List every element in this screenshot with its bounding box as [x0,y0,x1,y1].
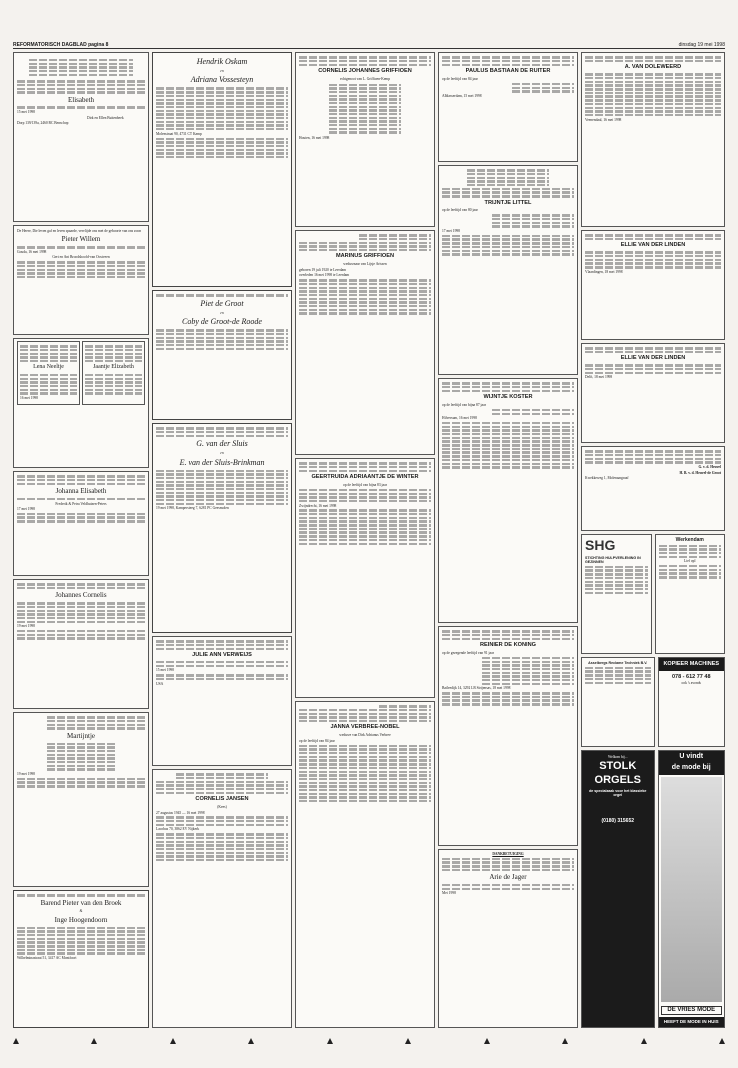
age: op de leeftijd van 80 jaar [442,208,478,213]
groom: Barend Pieter van den Broek [40,898,122,907]
name-1: Piet de Groot [200,298,244,308]
name: JULIE ANN VERWEIJS [192,652,252,659]
birth-ad-pieter-willem [13,225,149,335]
name: ELLIE VAN DER LINDEN [620,242,686,249]
death-ad-paulus [438,52,578,162]
address: Molenstraat 90, 4731 CT Kamp [156,131,202,136]
name: TRIJNTJE LITTEL [484,199,532,206]
ad-row-1 [581,534,725,654]
title: DANKBETUIGING [492,852,524,856]
place: USA [156,681,164,686]
mark [562,1038,568,1044]
phone: 078 - 612 77 48 [671,673,711,680]
name: ELLIE VAN DER LINDEN [620,355,686,362]
name: WIJNTJE KOSTER [483,394,533,401]
ad-row-2 [581,657,725,747]
model-photo [661,777,723,1002]
death-ad-reinier [438,626,578,846]
birth-date: 27 augustus 1945 [156,810,182,815]
registration-marks [13,1038,725,1044]
place: Gouda, 16 mei 1998 [17,249,47,254]
date: Mei 1998 [442,891,456,896]
name: CORNELIS JOHANNES GRIFFIOEN [318,68,412,75]
werkendam-ad [655,534,726,654]
name: Arie de Jager [489,873,527,882]
devries-ad [658,750,726,1028]
name: PAULUS BASTIAAN DE RUITER [465,68,551,75]
date: 19 mei 1998 [17,772,35,776]
mark [719,1038,725,1044]
date: 15 mei 1998 [17,110,35,115]
mark [405,1038,411,1044]
en: en [220,310,224,315]
born: geboren 19 juli 1920 te Leerdam [299,267,347,272]
date: 17 mei 1998 [17,506,35,511]
birth-ad-elisabeth [13,52,149,222]
birth-ad-twins [13,338,149,468]
phone: (0180) 315652 [601,817,635,824]
shg-ad [581,534,652,654]
death-ad-janna [295,701,435,1028]
mark [248,1038,254,1044]
nickname: (Kees) [217,805,227,810]
mark [13,1038,19,1044]
name-2: H. B. v. d. Heuvel-de Groot [679,470,721,475]
thanks-ad-heuvel [581,446,725,531]
subtitle: de specialzaak voor het klassieke orgel [589,788,647,798]
title: KOPIEER MACHINES [659,658,725,671]
mark [91,1038,97,1044]
subtitle: echtgenoot van L. Griffioen-Kemp [339,77,391,82]
death-ad-julie [152,636,292,766]
family: Dirk en Ellen Buitenbeek [87,115,124,120]
date: 15 mei 1998 [156,668,174,673]
address: Dorp 139/139a, 2460 BC Benschop [17,121,69,125]
en: en [220,451,224,456]
name-2: Jaantje Elizabeth [93,364,134,371]
ad-row-3 [581,750,725,1028]
name: Pieter Willem [61,235,101,244]
name-1: G. van der Sluis [196,439,248,449]
title: Asselbergs Reclame Techniek B.V. [588,661,648,665]
page-header [13,42,725,49]
anniversary-ad-van-der-sluis [152,423,292,633]
age: op de gezegende leeftijd van 91 jaar [442,651,494,656]
death-ad-ellie-2 [581,343,725,443]
birth-ad-johannes [13,579,149,709]
address: 19 mei 1998, Kampersteeg 7, 6281 PC Geesmolen [156,506,229,511]
date: 19 mei 1998 [17,624,35,629]
intro: De Heere, Die leven gaf en leven spaarde, vervlijde ons met de geboorte van ons zoon [17,229,142,233]
place: Vlaardingen, 18 mei 1998 [585,269,623,274]
thanks-ad-arie [438,849,578,1028]
pre: Welkom bij... [608,755,628,759]
title-1: STOLK [599,760,637,773]
died: overleden 16 mei 1998 te Leerdam [299,273,350,278]
shg-logo: SHG [585,537,616,553]
tagline: HEEFT DE MODE IN HUIS [659,1017,725,1027]
name: JANNA VERBREE-NOBEL [330,724,400,731]
name-2: E. van der Sluis-Brinkman [179,457,265,467]
birth-ad-johanna [13,471,149,576]
address: Kwekkeweg 1, Molenaargraaf [585,476,629,481]
death-ad-wijntje [438,378,578,623]
death-date: 16 mei 1998 [186,810,205,815]
title-2: ORGELS [594,774,641,787]
stolk-ad [581,750,655,1028]
parents: Frederik & Petra Veldhuizen-Peters [55,501,107,506]
death-ad-marinus-griffioen [295,230,435,455]
column-1 [13,52,149,1028]
name: Johannes Cornelis [55,591,107,600]
ampersand: & [79,909,83,914]
name-2: Coby de Groot-de Roode [182,317,262,327]
en: en [220,69,224,73]
column-2 [152,52,292,1028]
logo: DE VRIES MODE [661,1006,723,1016]
columns [13,52,725,1028]
death-ad-cornelis-jansen: CORNELIS JANSEN (Kees) 27 augustus 1945 — 16 mei 1998 Lacobus 70, 3862 EV Nijkerk [152,769,292,1028]
name: CORNELIS JANSEN [195,796,249,803]
column-5 [581,52,725,1028]
address: Baileedijk 14, 3292 LB Strijensas, 18 mei 1998 [442,686,511,691]
death-ad-geertruida [295,458,435,698]
place: Hilversum, 16 mei 1998 [442,416,477,421]
subtitle: weduwe van Dirk Adrianus Verbree [339,733,391,738]
mark [170,1038,176,1044]
wedding-ad-oskam [152,52,292,287]
name-1: Lena Neeltje [33,364,64,371]
death-ad-cornelis-griffioen [295,52,435,227]
date: 17 mei 1998 [442,229,460,234]
mark [484,1038,490,1044]
name: Martijntje [67,731,95,740]
bride: Inge Hoogendoorn [54,915,108,924]
place: Veenendaal, 16 mei 1998 [585,117,622,122]
place: Houten, 16 mei 1998 [299,135,330,140]
mark [327,1038,333,1044]
age: op de leeftijd van 84 jaar [299,738,335,743]
death-ad-doleweerd [581,52,725,227]
title: Werkendam [675,537,704,543]
shg-name: STICHTING HULPVERLENING IN GEZINNEN [585,555,641,564]
birth-ad-martijntje [13,712,149,887]
name: Elisabeth [67,95,95,104]
name-2: Adriana Vossesteyn [190,75,254,85]
death-ad-ellie-1 [581,230,725,340]
mark [641,1038,647,1044]
name: GEERTRUIDA ADRIAANTJE DE WINTER [311,474,419,481]
place: Alblasserdam, 15 mei 1998 [442,93,482,98]
death-ad-trijntje [438,165,578,375]
parents: Gert en Ant Broodshoofd-van Oostveen [52,255,110,260]
subtitle: op de leeftijd van bijna 83 jaar [343,483,387,488]
address: Lacobus 70, 3862 EV Nijkerk [156,827,200,832]
column-4 [438,52,578,1028]
kopieer-ad [658,657,726,747]
name-1: G. v. d. Heuvel [698,465,721,470]
header-left: REFORMATORISCH DAGBLAD pagina 8 [13,41,109,48]
name: Johanna Elisabeth [55,487,107,496]
line-1: U vindt [659,751,725,764]
address: Wilhelminastraat 51, 3417 AC Montfoort [17,956,77,961]
place: Zwijndrecht, 16 mei 1998 [299,503,337,508]
name-1: Hendrik Oskam [196,57,248,66]
date: 16 mei 1998 [20,396,38,401]
subtitle: weduwnaar van Lijsje Arissen [343,262,387,267]
header-right: dinsdag 19 mei 1998 [678,41,725,48]
name: REINIER DE KONING [480,642,536,649]
place: Delft, 18 mei 1998 [585,375,613,380]
note: ook 's avonds [681,680,701,685]
line-2: de mode bij [659,764,725,775]
name: MARINUS GRIFFIOEN [335,253,395,260]
anniversary-ad-de-groot [152,290,292,420]
age: op de leeftijd van 84 jaar [442,77,478,82]
column-3 [295,52,435,1028]
asselbergs-ad [581,657,655,747]
wedding-ad-broek [13,890,149,1028]
name: A. VAN DOLEWEERD [624,64,682,71]
age: op de leeftijd van bijna 87 jaar [442,403,486,408]
line: Lief opl [684,559,696,564]
